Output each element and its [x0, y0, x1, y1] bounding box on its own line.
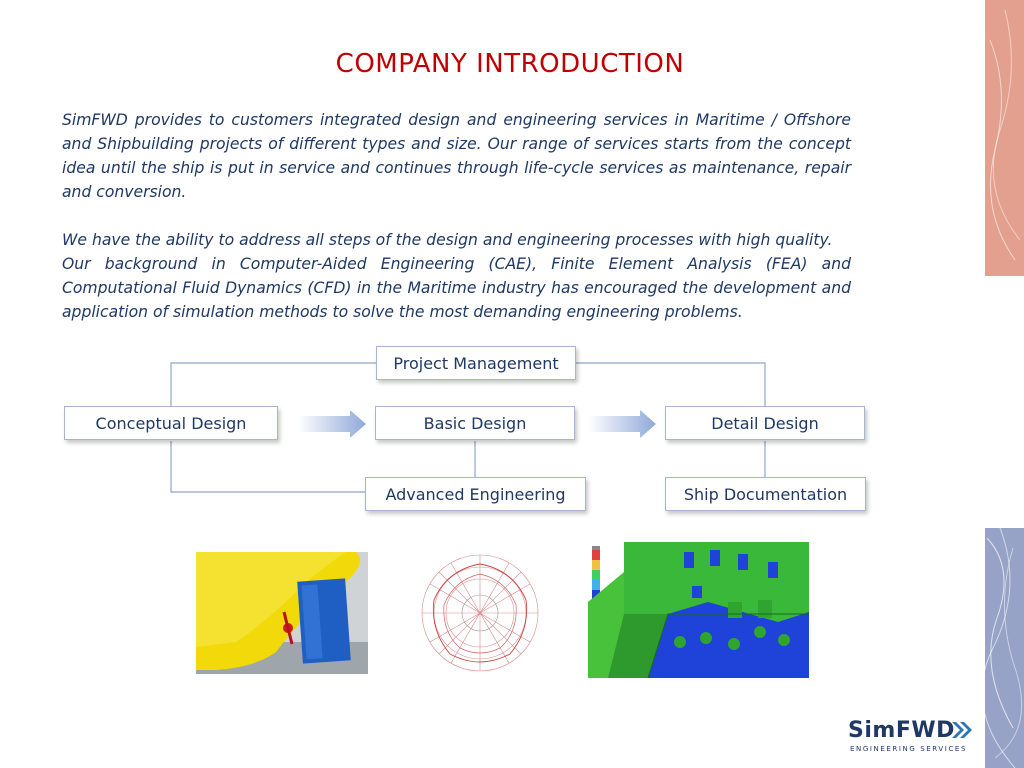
detail-design-box — [665, 406, 865, 440]
advanced-engineering-box — [365, 477, 586, 511]
conceptual-design-box — [64, 406, 278, 440]
ship-documentation-label: Ship Documentation — [683, 484, 848, 504]
project-management-box — [376, 346, 576, 380]
capabilities-line: We have the ability to address all steps of the design and engineering processes with high quality. — [62, 231, 833, 249]
logo-sim: Sim — [848, 718, 896, 743]
conceptual-design-label: Conceptual Design — [95, 413, 247, 433]
cfd-propeller-image — [196, 552, 368, 674]
flow-arrow-2 — [588, 410, 656, 438]
connector-pm-detail — [576, 363, 765, 406]
logo-wordmark — [848, 718, 955, 743]
capabilities-text: Our background in Computer-Aided Engineering (CAE), Finite Element Analysis (FEA) and Computational Fluid Dynamics (CFD) in the Maritime industry has encouraged the development and application of simulation methods to solve the most demanding engineering problems. — [62, 255, 851, 321]
simfwd-logo — [848, 718, 978, 758]
logo-fwd: FWD — [895, 718, 955, 743]
detail-design-label: Detail Design — [711, 413, 819, 433]
intro-paragraph: SimFWD provides to customers integrated design and engineering services in Maritime / Offshore and Shipbuilding projects of different types and size. Our range of services starts from the concept idea until the ship is put in service and continues through life-cycle services as maintenance, repair and conversion. — [62, 111, 851, 201]
project-management-label: Project Management — [393, 353, 559, 373]
page-title: COMPANY INTRODUCTION — [335, 49, 685, 79]
connector-pm-conceptual — [171, 363, 376, 406]
polar-plot-image — [418, 550, 542, 676]
flow-arrow-1 — [298, 410, 366, 438]
logo-tagline: ENGINEERING SERVICES — [850, 745, 967, 753]
advanced-engineering-label: Advanced Engineering — [385, 484, 566, 504]
connector-conceptual-advanced — [171, 441, 365, 492]
ship-documentation-box — [665, 477, 866, 511]
double-chevron-icon — [952, 722, 974, 738]
fea-structure-image — [588, 542, 809, 678]
basic-design-label: Basic Design — [423, 413, 527, 433]
basic-design-box — [375, 406, 575, 440]
